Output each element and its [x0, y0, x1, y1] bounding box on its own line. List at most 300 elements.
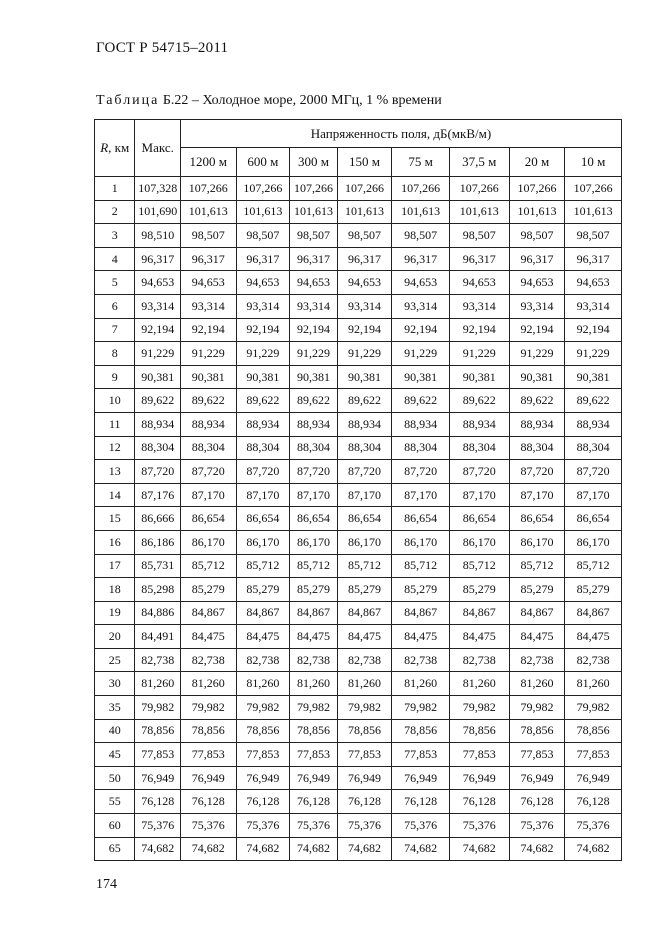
cell-value: 96,317: [180, 247, 236, 271]
cell-value: 96,317: [449, 247, 509, 271]
cell-distance: 25: [95, 648, 135, 672]
cell-value: 84,475: [449, 625, 509, 649]
cell-value: 86,654: [392, 507, 450, 531]
cell-distance: 30: [95, 672, 135, 696]
cell-value: 85,279: [392, 578, 450, 602]
cell-value: 85,712: [180, 554, 236, 578]
col-header-height: 150 м: [337, 148, 392, 177]
cell-value: 86,170: [290, 530, 338, 554]
cell-max: 76,949: [135, 766, 181, 790]
cell-value: 94,653: [337, 271, 392, 295]
cell-value: 76,128: [509, 790, 565, 814]
cell-value: 81,260: [392, 672, 450, 696]
cell-max: 84,491: [135, 625, 181, 649]
cell-value: 88,934: [392, 412, 450, 436]
cell-value: 87,170: [236, 483, 290, 507]
cell-value: 86,654: [180, 507, 236, 531]
cell-value: 84,867: [449, 601, 509, 625]
cell-value: 86,654: [290, 507, 338, 531]
cell-value: 78,856: [449, 719, 509, 743]
cell-value: 87,720: [236, 460, 290, 484]
cell-value: 91,229: [565, 342, 622, 366]
cell-value: 89,622: [337, 389, 392, 413]
table-row: [95, 365, 622, 389]
cell-value: 86,654: [236, 507, 290, 531]
cell-value: 91,229: [449, 342, 509, 366]
table-row: [95, 436, 622, 460]
cell-value: 76,128: [236, 790, 290, 814]
cell-value: 85,279: [449, 578, 509, 602]
cell-value: 84,475: [565, 625, 622, 649]
cell-max: 84,886: [135, 601, 181, 625]
cell-value: 81,260: [180, 672, 236, 696]
table-title-text: Холодное море, 2000 МГц, 1 % времени: [202, 93, 442, 108]
cell-value: 87,720: [565, 460, 622, 484]
col-header-distance-letter: R: [100, 140, 109, 155]
cell-value: 79,982: [236, 696, 290, 720]
cell-value: 86,170: [392, 530, 450, 554]
cell-max: 81,260: [135, 672, 181, 696]
cell-value: 93,314: [236, 294, 290, 318]
cell-value: 84,867: [565, 601, 622, 625]
cell-value: 94,653: [565, 271, 622, 295]
cell-value: 88,304: [449, 436, 509, 460]
cell-value: 82,738: [565, 648, 622, 672]
cell-distance: 6: [95, 294, 135, 318]
cell-value: 81,260: [290, 672, 338, 696]
cell-value: 86,170: [449, 530, 509, 554]
cell-max: 94,653: [135, 271, 181, 295]
cell-value: 91,229: [180, 342, 236, 366]
cell-max: 101,690: [135, 200, 181, 224]
cell-value: 85,712: [565, 554, 622, 578]
cell-value: 81,260: [565, 672, 622, 696]
cell-value: 79,982: [392, 696, 450, 720]
cell-value: 86,654: [509, 507, 565, 531]
cell-value: 96,317: [509, 247, 565, 271]
cell-value: 84,867: [290, 601, 338, 625]
cell-value: 87,170: [565, 483, 622, 507]
cell-value: 82,738: [392, 648, 450, 672]
table-row: [95, 200, 622, 224]
cell-value: 76,949: [180, 766, 236, 790]
cell-max: 90,381: [135, 365, 181, 389]
cell-value: 88,934: [290, 412, 338, 436]
cell-distance: 19: [95, 601, 135, 625]
table-title-number: Б.22 –: [162, 93, 199, 108]
cell-value: 93,314: [337, 294, 392, 318]
cell-value: 92,194: [392, 318, 450, 342]
cell-value: 79,982: [337, 696, 392, 720]
cell-value: 75,376: [337, 814, 392, 838]
col-header-height: 600 м: [236, 148, 290, 177]
cell-value: 79,982: [509, 696, 565, 720]
col-header-distance: [95, 120, 135, 177]
table-header: [95, 120, 622, 177]
cell-value: 98,507: [565, 224, 622, 248]
table-row: [95, 578, 622, 602]
cell-value: 76,128: [290, 790, 338, 814]
cell-value: 74,682: [236, 837, 290, 861]
cell-value: 79,982: [290, 696, 338, 720]
cell-value: 101,613: [290, 200, 338, 224]
cell-value: 86,654: [337, 507, 392, 531]
table-row: [95, 530, 622, 554]
cell-value: 81,260: [509, 672, 565, 696]
cell-distance: 15: [95, 507, 135, 531]
cell-value: 76,949: [392, 766, 450, 790]
cell-value: 92,194: [509, 318, 565, 342]
table-row: [95, 271, 622, 295]
cell-value: 75,376: [290, 814, 338, 838]
col-header-height: 75 м: [392, 148, 450, 177]
cell-value: 84,475: [180, 625, 236, 649]
cell-value: 86,170: [337, 530, 392, 554]
table-row: [95, 766, 622, 790]
cell-value: 82,738: [180, 648, 236, 672]
cell-value: 91,229: [236, 342, 290, 366]
cell-value: 101,613: [337, 200, 392, 224]
cell-value: 81,260: [337, 672, 392, 696]
table-row: [95, 247, 622, 271]
table-row: [95, 412, 622, 436]
table-row: [95, 672, 622, 696]
cell-distance: 40: [95, 719, 135, 743]
cell-distance: 5: [95, 271, 135, 295]
cell-value: 89,622: [236, 389, 290, 413]
cell-max: 82,738: [135, 648, 181, 672]
cell-value: 74,682: [392, 837, 450, 861]
cell-value: 96,317: [392, 247, 450, 271]
table-row: [95, 483, 622, 507]
cell-value: 88,304: [180, 436, 236, 460]
cell-distance: 35: [95, 696, 135, 720]
cell-value: 74,682: [565, 837, 622, 861]
cell-value: 76,949: [565, 766, 622, 790]
cell-max: 85,731: [135, 554, 181, 578]
cell-max: 77,853: [135, 743, 181, 767]
cell-distance: 50: [95, 766, 135, 790]
cell-value: 77,853: [449, 743, 509, 767]
col-header-height: 37,5 м: [449, 148, 509, 177]
cell-value: 98,507: [337, 224, 392, 248]
table-row: [95, 696, 622, 720]
cell-value: 74,682: [290, 837, 338, 861]
table-title-prefix: Таблица: [96, 93, 160, 108]
cell-distance: 4: [95, 247, 135, 271]
cell-max: 76,128: [135, 790, 181, 814]
col-header-distance-unit: , км: [108, 140, 130, 155]
cell-value: 77,853: [509, 743, 565, 767]
cell-value: 94,653: [449, 271, 509, 295]
cell-distance: 9: [95, 365, 135, 389]
cell-value: 77,853: [565, 743, 622, 767]
table-row: [95, 719, 622, 743]
cell-distance: 60: [95, 814, 135, 838]
cell-value: 75,376: [392, 814, 450, 838]
table-row: [95, 625, 622, 649]
cell-distance: 16: [95, 530, 135, 554]
cell-value: 93,314: [509, 294, 565, 318]
cell-value: 85,279: [565, 578, 622, 602]
col-header-field-strength: Напряженность поля, дБ(мкВ/м): [180, 120, 621, 148]
cell-value: 101,613: [509, 200, 565, 224]
table-row: [95, 837, 622, 861]
cell-value: 76,949: [509, 766, 565, 790]
cell-value: 85,279: [236, 578, 290, 602]
cell-max: 93,314: [135, 294, 181, 318]
cell-value: 90,381: [236, 365, 290, 389]
cell-value: 88,934: [180, 412, 236, 436]
table-row: [95, 790, 622, 814]
cell-value: 94,653: [392, 271, 450, 295]
cell-value: 88,304: [392, 436, 450, 460]
cell-value: 84,475: [392, 625, 450, 649]
cell-value: 77,853: [236, 743, 290, 767]
cell-value: 88,304: [337, 436, 392, 460]
cell-value: 78,856: [290, 719, 338, 743]
cell-value: 78,856: [565, 719, 622, 743]
cell-value: 75,376: [449, 814, 509, 838]
cell-distance: 3: [95, 224, 135, 248]
cell-value: 93,314: [180, 294, 236, 318]
table-row: [95, 318, 622, 342]
cell-value: 88,934: [565, 412, 622, 436]
cell-value: 94,653: [180, 271, 236, 295]
cell-value: 89,622: [290, 389, 338, 413]
cell-value: 86,170: [509, 530, 565, 554]
cell-value: 74,682: [449, 837, 509, 861]
cell-value: 82,738: [509, 648, 565, 672]
cell-value: 78,856: [509, 719, 565, 743]
cell-value: 101,613: [236, 200, 290, 224]
table-row: [95, 554, 622, 578]
cell-value: 76,128: [180, 790, 236, 814]
cell-max: 92,194: [135, 318, 181, 342]
cell-value: 84,475: [509, 625, 565, 649]
cell-distance: 55: [95, 790, 135, 814]
cell-value: 89,622: [449, 389, 509, 413]
cell-value: 85,279: [337, 578, 392, 602]
cell-value: 78,856: [180, 719, 236, 743]
cell-value: 96,317: [236, 247, 290, 271]
cell-value: 76,949: [236, 766, 290, 790]
cell-value: 107,266: [392, 177, 450, 201]
table-body: [95, 177, 622, 861]
cell-value: 81,260: [449, 672, 509, 696]
cell-value: 91,229: [337, 342, 392, 366]
col-header-height: 1200 м: [180, 148, 236, 177]
table-row: [95, 294, 622, 318]
cell-value: 98,507: [392, 224, 450, 248]
cell-value: 93,314: [449, 294, 509, 318]
table-row: [95, 648, 622, 672]
cell-value: 87,170: [449, 483, 509, 507]
cell-max: 87,176: [135, 483, 181, 507]
cell-value: 85,712: [509, 554, 565, 578]
cell-value: 87,170: [392, 483, 450, 507]
cell-value: 88,304: [509, 436, 565, 460]
cell-value: 77,853: [337, 743, 392, 767]
cell-value: 74,682: [337, 837, 392, 861]
cell-value: 88,934: [509, 412, 565, 436]
cell-value: 86,170: [565, 530, 622, 554]
cell-value: 98,507: [509, 224, 565, 248]
cell-value: 75,376: [180, 814, 236, 838]
cell-value: 88,934: [449, 412, 509, 436]
cell-distance: 1: [95, 177, 135, 201]
cell-max: 87,720: [135, 460, 181, 484]
cell-value: 107,266: [290, 177, 338, 201]
cell-value: 98,507: [290, 224, 338, 248]
cell-distance: 12: [95, 436, 135, 460]
cell-max: 96,317: [135, 247, 181, 271]
cell-value: 82,738: [449, 648, 509, 672]
cell-value: 76,949: [449, 766, 509, 790]
cell-value: 87,720: [449, 460, 509, 484]
cell-value: 91,229: [392, 342, 450, 366]
cell-distance: 20: [95, 625, 135, 649]
cell-value: 87,720: [392, 460, 450, 484]
cell-max: 91,229: [135, 342, 181, 366]
table-row: [95, 814, 622, 838]
cell-value: 86,654: [449, 507, 509, 531]
cell-value: 84,867: [392, 601, 450, 625]
cell-value: 75,376: [509, 814, 565, 838]
cell-value: 88,304: [236, 436, 290, 460]
cell-value: 88,934: [236, 412, 290, 436]
cell-max: 86,186: [135, 530, 181, 554]
cell-value: 90,381: [180, 365, 236, 389]
cell-distance: 14: [95, 483, 135, 507]
standard-header: ГОСТ Р 54715–2011: [96, 40, 229, 56]
table-row: [95, 743, 622, 767]
cell-value: 90,381: [290, 365, 338, 389]
cell-value: 87,720: [290, 460, 338, 484]
table-row: [95, 177, 622, 201]
cell-max: 89,622: [135, 389, 181, 413]
cell-value: 74,682: [509, 837, 565, 861]
cell-value: 90,381: [509, 365, 565, 389]
cell-value: 87,170: [337, 483, 392, 507]
cell-value: 88,304: [565, 436, 622, 460]
cell-value: 79,982: [180, 696, 236, 720]
cell-distance: 17: [95, 554, 135, 578]
cell-value: 85,712: [392, 554, 450, 578]
table-row: [95, 460, 622, 484]
cell-value: 96,317: [290, 247, 338, 271]
cell-distance: 11: [95, 412, 135, 436]
cell-value: 90,381: [392, 365, 450, 389]
field-strength-table: [94, 119, 622, 861]
cell-value: 75,376: [565, 814, 622, 838]
cell-value: 76,949: [337, 766, 392, 790]
cell-value: 84,867: [509, 601, 565, 625]
table-row: [95, 601, 622, 625]
cell-max: 74,682: [135, 837, 181, 861]
col-header-height: 10 м: [565, 148, 622, 177]
cell-value: 101,613: [449, 200, 509, 224]
cell-value: 93,314: [565, 294, 622, 318]
cell-value: 88,304: [290, 436, 338, 460]
cell-value: 90,381: [449, 365, 509, 389]
cell-value: 76,128: [565, 790, 622, 814]
cell-value: 93,314: [392, 294, 450, 318]
cell-value: 85,279: [290, 578, 338, 602]
cell-value: 91,229: [290, 342, 338, 366]
cell-value: 89,622: [392, 389, 450, 413]
cell-value: 77,853: [180, 743, 236, 767]
cell-value: 85,712: [236, 554, 290, 578]
cell-max: 88,304: [135, 436, 181, 460]
cell-value: 85,279: [509, 578, 565, 602]
cell-value: 92,194: [290, 318, 338, 342]
cell-value: 78,856: [392, 719, 450, 743]
table-row: [95, 224, 622, 248]
cell-value: 85,712: [449, 554, 509, 578]
cell-value: 79,982: [449, 696, 509, 720]
cell-value: 84,475: [236, 625, 290, 649]
cell-value: 76,128: [449, 790, 509, 814]
table-row: [95, 342, 622, 366]
cell-value: 85,712: [290, 554, 338, 578]
cell-value: 84,867: [236, 601, 290, 625]
col-header-height: 20 м: [509, 148, 565, 177]
cell-value: 94,653: [509, 271, 565, 295]
cell-distance: 45: [95, 743, 135, 767]
cell-max: 78,856: [135, 719, 181, 743]
cell-distance: 2: [95, 200, 135, 224]
cell-value: 107,266: [449, 177, 509, 201]
cell-value: 98,507: [180, 224, 236, 248]
cell-value: 79,982: [565, 696, 622, 720]
cell-value: 101,613: [392, 200, 450, 224]
cell-value: 90,381: [565, 365, 622, 389]
cell-value: 75,376: [236, 814, 290, 838]
cell-value: 77,853: [392, 743, 450, 767]
cell-distance: 65: [95, 837, 135, 861]
cell-value: 101,613: [180, 200, 236, 224]
cell-value: 87,720: [509, 460, 565, 484]
cell-value: 86,170: [236, 530, 290, 554]
cell-distance: 7: [95, 318, 135, 342]
cell-value: 78,856: [337, 719, 392, 743]
cell-value: 91,229: [509, 342, 565, 366]
cell-value: 92,194: [449, 318, 509, 342]
page-number: 174: [96, 877, 117, 892]
cell-value: 92,194: [236, 318, 290, 342]
cell-max: 107,328: [135, 177, 181, 201]
cell-value: 88,934: [337, 412, 392, 436]
table-row: [95, 389, 622, 413]
cell-max: 86,666: [135, 507, 181, 531]
cell-value: 85,279: [180, 578, 236, 602]
cell-distance: 8: [95, 342, 135, 366]
cell-max: 75,376: [135, 814, 181, 838]
cell-value: 101,613: [565, 200, 622, 224]
cell-value: 84,867: [337, 601, 392, 625]
cell-value: 82,738: [236, 648, 290, 672]
cell-value: 86,170: [180, 530, 236, 554]
cell-value: 93,314: [290, 294, 338, 318]
cell-max: 79,982: [135, 696, 181, 720]
cell-value: 92,194: [337, 318, 392, 342]
cell-distance: 10: [95, 389, 135, 413]
cell-value: 84,475: [337, 625, 392, 649]
cell-value: 107,266: [180, 177, 236, 201]
cell-value: 107,266: [565, 177, 622, 201]
cell-value: 77,853: [290, 743, 338, 767]
